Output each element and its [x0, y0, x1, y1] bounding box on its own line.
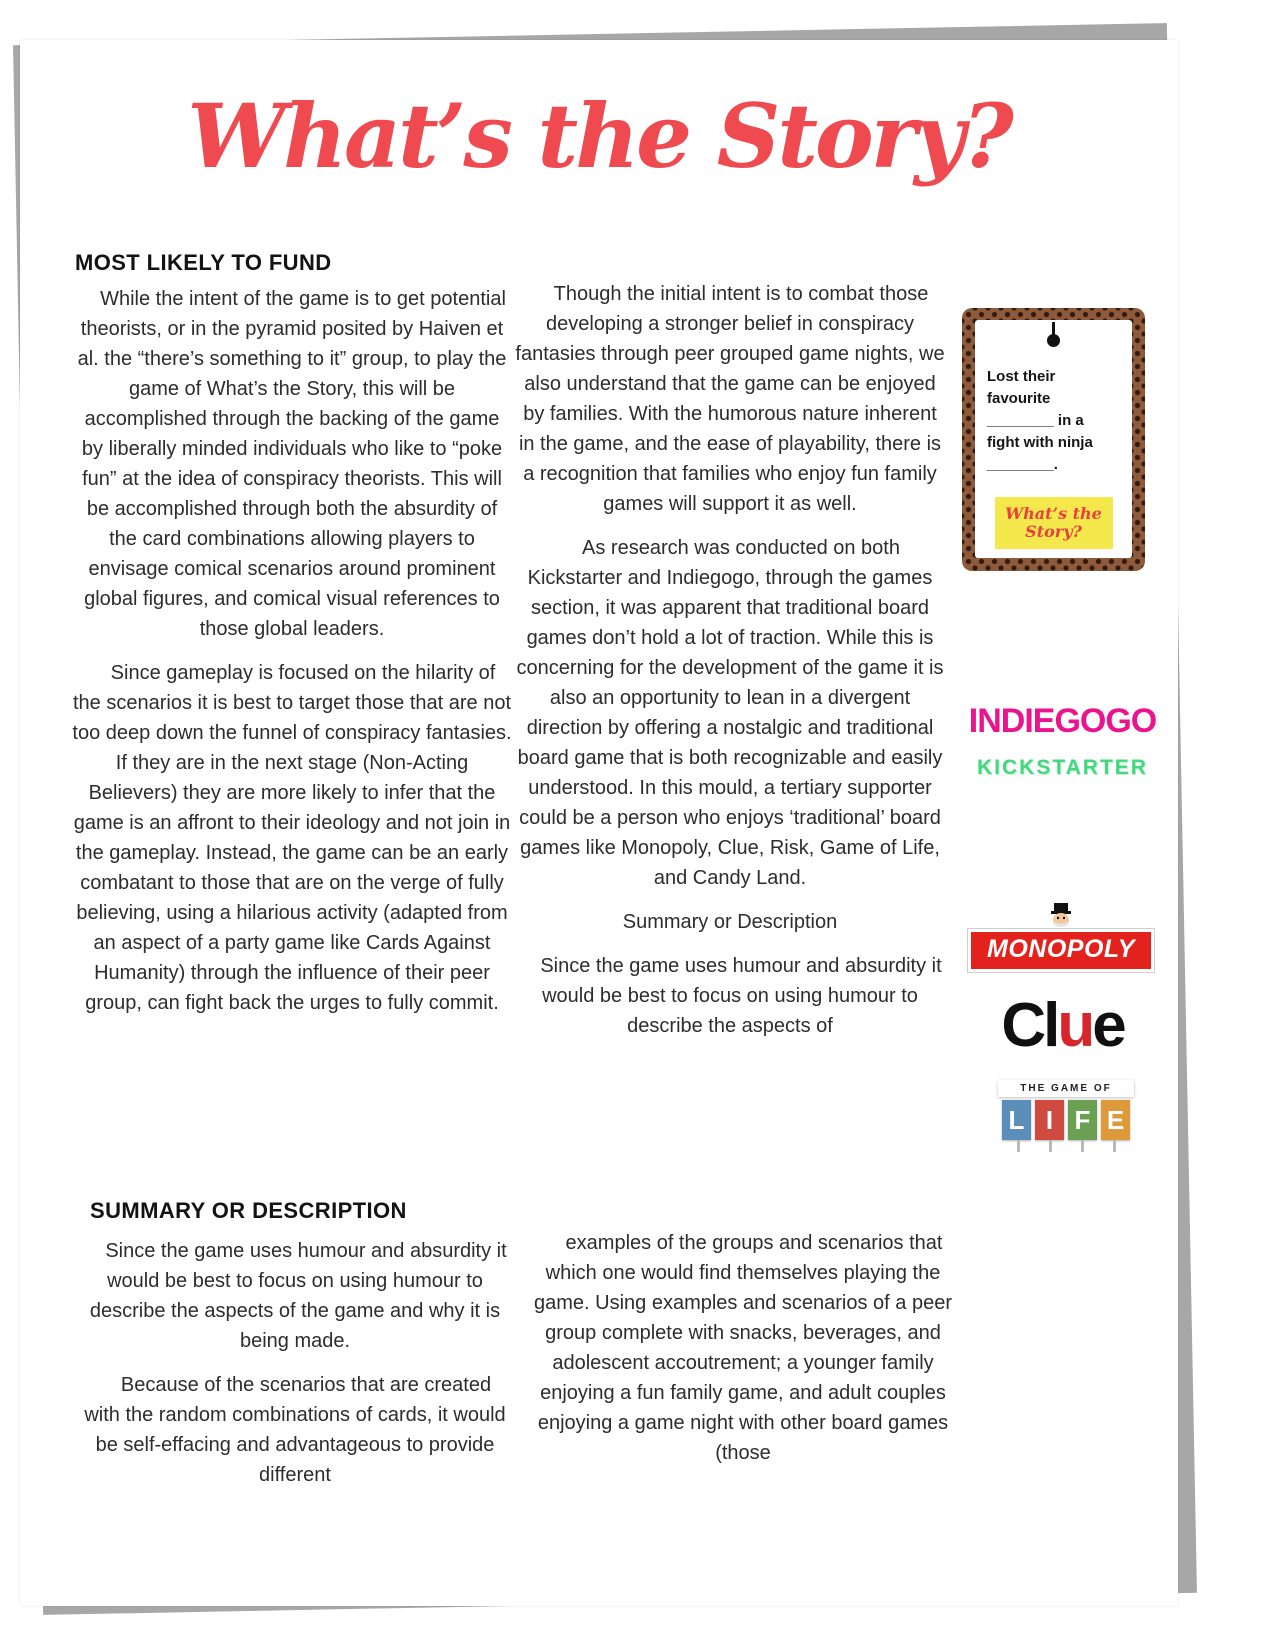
paragraph: Since the game uses humour and absurdity it would be best to focus on using humour to describe the aspects of the game and why it is being made.: [89, 1240, 507, 1352]
life-banner: THE GAME OF: [998, 1080, 1134, 1097]
fund-column-2: [515, 279, 945, 1055]
paragraph: As research was conducted on both Kickstarter and Indiegogo, through the games section, it was apparent that traditional board games don’t hold a lot of traction. While this is concerning for the development of the game it is also an opportunity to lean in a divergent direction by offering a nostalgic and traditional board game that is both recognizable and easily understood. In this mould, a tertiary supporter could be a person who enjoys ‘traditional’ board games like Monopoly, Clue, Risk, Game of Life, and Candy Land.: [516, 537, 944, 889]
game-card-image: [962, 308, 1145, 571]
card-prompt-line: Lost their: [987, 368, 1056, 385]
paragraph: Since the game uses humour and absurdity it would be best to focus on using humour to describe the aspects of: [540, 955, 942, 1037]
card-prompt-line: favourite: [987, 390, 1051, 407]
pushpin-icon: [1047, 334, 1060, 347]
card-prompt-line: fight with ninja: [987, 434, 1093, 451]
life-tile: L: [1002, 1100, 1031, 1140]
card-title-label-line: What’s the: [1005, 504, 1102, 523]
life-pegs: [998, 1140, 1134, 1152]
life-peg: [1081, 1140, 1084, 1152]
life-peg: [1113, 1140, 1116, 1152]
section-heading-summary: SUMMARY OR DESCRIPTION: [90, 1198, 407, 1223]
clue-letters: Cl: [1001, 991, 1058, 1060]
summary-column-1: [82, 1236, 508, 1504]
life-tile: I: [1035, 1100, 1064, 1140]
card-title-label: [995, 497, 1113, 549]
document-page: [20, 40, 1178, 1606]
game-of-life-logo: [998, 1080, 1134, 1152]
game-card-prompt: [987, 366, 1124, 476]
monopoly-wordmark: MONOPOLY: [968, 929, 1154, 972]
fund-column-1: [72, 284, 512, 1032]
summary-column-2: [528, 1228, 958, 1482]
inline-subheading: Summary or Description: [622, 911, 838, 933]
paragraph: Because of the scenarios that are created with the random combinations of cards, it would be self-effacing and advantageous to provide different: [84, 1374, 506, 1486]
card-prompt-line: ________ in a: [987, 412, 1084, 429]
paragraph: Though the initial intent is to combat those developing a stronger belief in conspiracy fantasies through peer grouped game nights, we also understand that the game can be enjoyed by families. With the humorous nature inherent in the game, and the ease of playability, there is a recognition that families who enjoy fun family games will support it as well.: [515, 283, 945, 515]
paragraph: While the intent of the game is to get potential theorists, or in the pyramid posited by Haiven et al. the “there’s something to it” group, to play the game of What’s the Story, this will be accomplished through the backing of the game by liberally minded individuals who like to “poke fun” at the idea of conspiracy theorists. This will be accomplished through both the absurdity of the card combinations allowing players to envisage comical scenarios around prominent global figures, and comical visual references to those global leaders.: [77, 288, 507, 640]
life-tiles: [998, 1100, 1134, 1140]
section-heading-fund: MOST LIKELY TO FUND: [75, 250, 332, 275]
clue-letter-e: e: [1092, 991, 1124, 1060]
page-title: What’s the Story?: [187, 84, 1011, 188]
clue-letter-u: u: [1057, 991, 1093, 1060]
monopoly-logo: [968, 902, 1154, 972]
card-title-label-line: Story?: [1025, 522, 1082, 541]
indiegogo-logo: INDIEGOGO: [968, 702, 1157, 740]
card-prompt-line: ________.: [987, 456, 1058, 473]
game-card-face: [975, 320, 1132, 558]
life-tile: F: [1068, 1100, 1097, 1140]
monopoly-man-icon: [1038, 902, 1084, 932]
life-tile: E: [1101, 1100, 1130, 1140]
life-peg: [1049, 1140, 1052, 1152]
paragraph: Since gameplay is focused on the hilarity of the scenarios it is best to target those that are not too deep down the funnel of conspiracy fantasies. If they are in the next stage (Non-Acting Believers) they are more likely to infer that the game is an affront to their ideology and not join in the gameplay. Instead, the game can be an early combatant to those that are on the verge of fully believing, using a hilarious activity (adapted from an aspect of a party game like Cards Against Humanity) through the influence of their peer group, can fight back the urges to fully commit.: [72, 662, 512, 1014]
life-peg: [1017, 1140, 1020, 1152]
kickstarter-logo: KICKSTARTER: [977, 756, 1148, 779]
paragraph: examples of the groups and scenarios that which one would find themselves playing the game. Using examples and scenarios of a peer group complete with snacks, beverages, and adolescent accoutrement; a younger family enjoying a fun family game, and adult couples enjoying a game night with other board games (those: [533, 1232, 952, 1464]
clue-logo: [950, 990, 1175, 1061]
